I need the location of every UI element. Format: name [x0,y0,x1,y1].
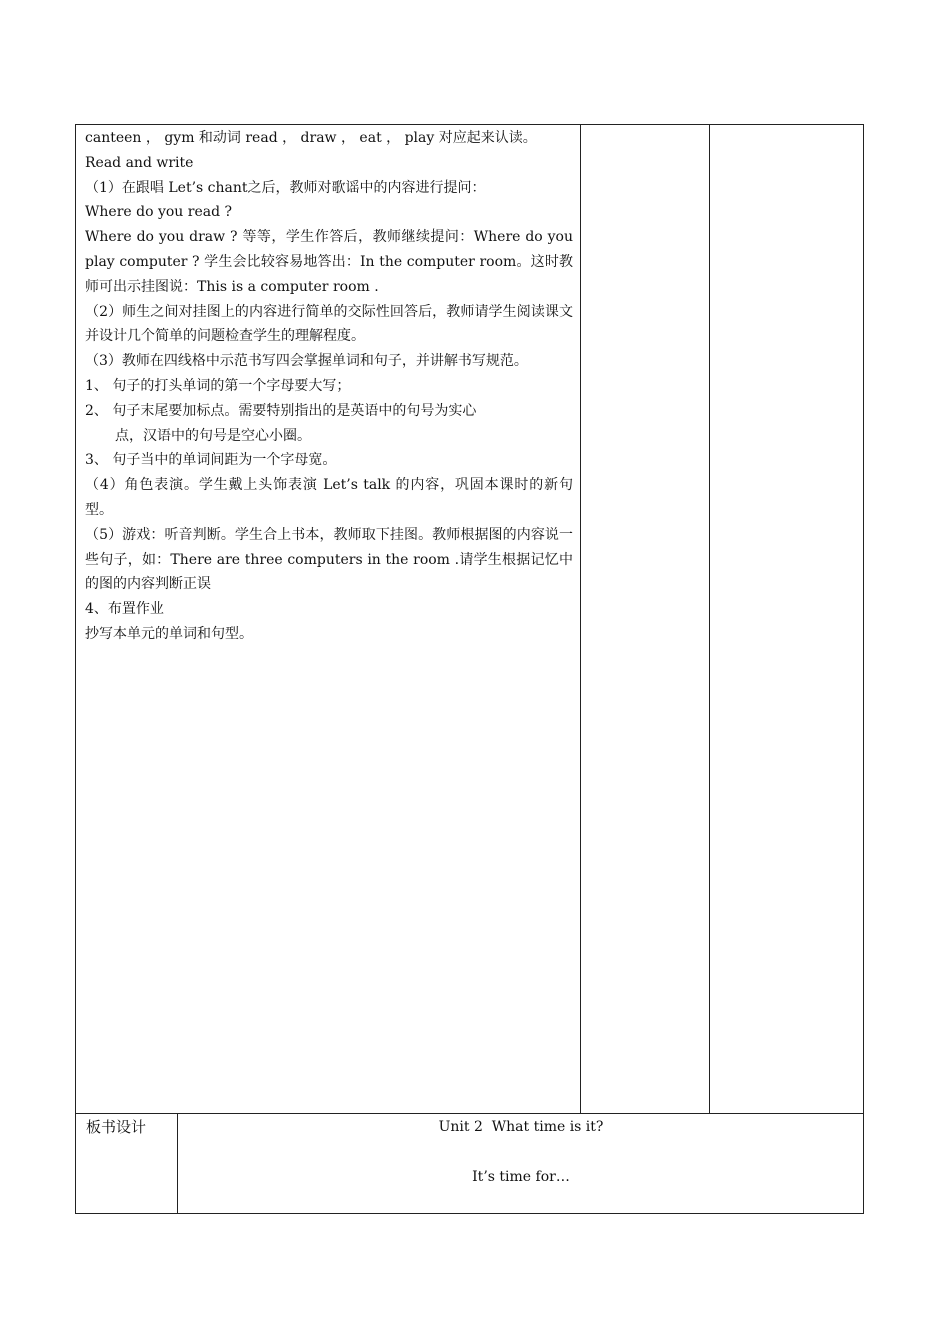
step-text: 1、 句子的打头单词的第一个字母要大写； [85,377,351,394]
column-divider-1 [580,125,581,1113]
step-text: 3、 句子当中的单词间距为一个字母宽。 [85,452,337,469]
board-design-sentence: It’s time for… [472,1169,570,1185]
step-text: Where do you draw ? 等等，学生作答后，教师继续提问：Where do you play computer ? 学生会比较容易地答出：In the computer room。这时教师可出示挂图说：This is a computer room . [85,229,573,295]
lesson-plan-table [75,124,864,1214]
step-text: （4）角色表演。学生戴上头饰表演 Let’s talk 的内容，巩固本课时的新句型。 [85,477,573,518]
column-divider-2 [709,125,710,1113]
step-text: 抄写本单元的单词和句型。 [85,625,253,642]
lesson-steps [85,126,573,647]
step-text: 2、 句子末尾要加标点。需要特别指出的是英语中的句号为实心 [85,402,477,419]
step-text: （5）游戏：听音判断。学生合上书本，教师取下挂图。教师根据图的内容说一些句子，如：There are three computers in the room .请学生根据记忆中的图的内容判断正误 [85,526,573,593]
board-design-label: 板书设计 [86,1118,147,1136]
step-text: Read and write [85,154,194,171]
step-text: （1）在跟唱 Let’s chant之后，教师对歌谣中的内容进行提问： [85,179,486,196]
row-divider [76,1113,863,1114]
step-text: canteen ， gym 和动词 read ， draw ， eat ， play 对应起来认读。 [85,130,537,146]
step-text: Where do you read ? [85,204,233,221]
step-text: （2）师生之间对挂图上的内容进行简单的交际性回答后，教师请学生阅读课文并设计几个简单的问题检查学生的理解程度。 [85,303,573,345]
step-text: 点，汉语中的句号是空心小圈。 [115,427,311,444]
step-text: （3）教师在四线格中示范书写四会掌握单词和句子，并讲解书写规范。 [85,353,528,370]
step-text: 4、布置作业 [85,601,164,618]
board-design-title: Unit 2 What time is it? [438,1119,604,1135]
